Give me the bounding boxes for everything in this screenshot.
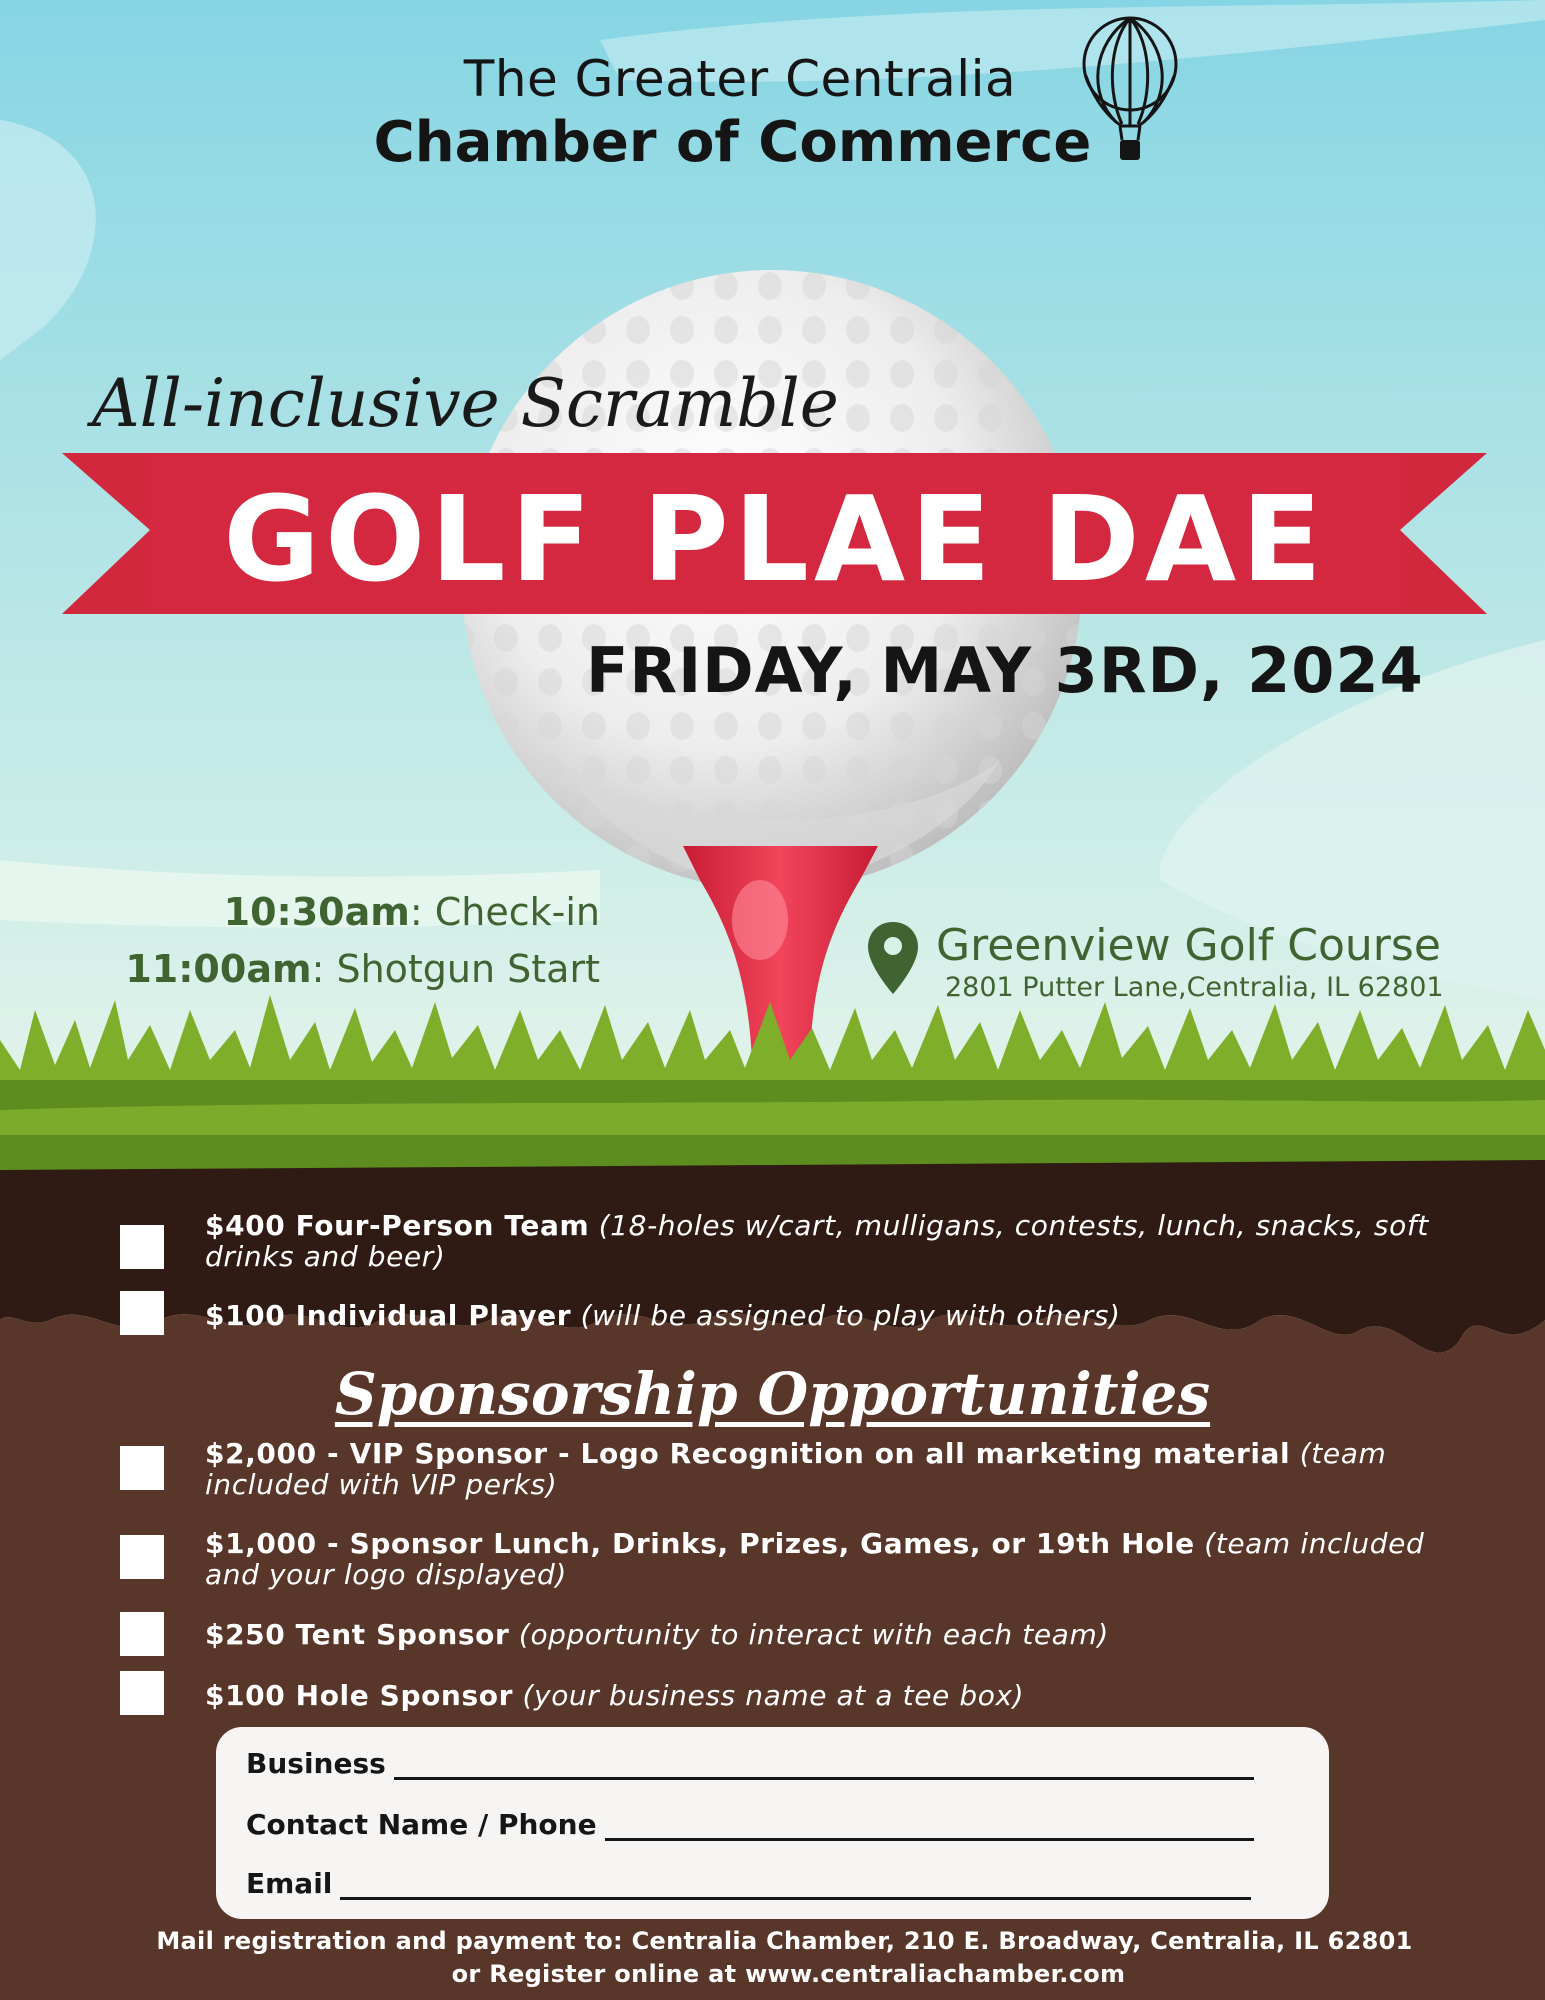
option-title: $400 Four-Person Team [205,1209,590,1242]
email-field[interactable] [246,1867,1251,1900]
event-subtitle: All-inclusive Scramble [92,365,839,442]
checkbox-lunch-sponsor[interactable] [120,1535,164,1579]
option-detail: (team included with VIP perks) [205,1437,1387,1501]
contact-field[interactable] [246,1808,1254,1841]
schedule-label: : Check-in [409,890,600,934]
venue-address: 2801 Putter Lane,Centralia, IL 62801 [945,972,1444,1003]
option-title: $250 Tent Sponsor [205,1618,510,1651]
hot-air-balloon-icon [1078,14,1182,166]
option-detail: (team included and your logo displayed) [205,1527,1425,1591]
sponsorship-heading: Sponsorship Opportunities [334,1360,1211,1428]
business-line[interactable] [394,1753,1254,1780]
checkbox-hole-sponsor[interactable] [120,1671,164,1715]
event-date: FRIDAY, MAY 3RD, 2024 [586,634,1424,707]
checkbox-vip-sponsor[interactable] [120,1446,164,1490]
footer-mail-info: Mail registration and payment to: Centralia Chamber, 210 E. Broadway, Centralia, IL 62801 [156,1927,1413,1955]
option-detail: (will be assigned to play with others) [580,1299,1121,1332]
option-detail: (opportunity to interact with each team) [518,1618,1109,1651]
option-vip-sponsor [205,1438,1485,1500]
option-title: $1,000 - Sponsor Lunch, Drinks, Prizes, Games, or 19th Hole [205,1527,1195,1560]
checkbox-four-person-team[interactable] [120,1225,164,1269]
checkbox-tent-sponsor[interactable] [120,1612,164,1656]
contact-line[interactable] [605,1814,1254,1841]
org-name-line1: The Greater Centralia [463,50,1017,108]
registration-form [216,1727,1329,1919]
venue-name: Greenview Golf Course [936,920,1441,971]
option-four-person-team [205,1210,1485,1272]
email-line[interactable] [340,1873,1251,1900]
business-field[interactable] [246,1747,1254,1780]
option-title: $100 Hole Sponsor [205,1679,513,1712]
footer-online-info: or Register online at www.centraliachamber.com [451,1960,1126,1988]
schedule-time: 10:30am [223,890,410,934]
option-tent-sponsor [205,1619,1485,1650]
option-lunch-sponsor [205,1528,1485,1590]
org-name-line2: Chamber of Commerce [373,110,1092,175]
schedule-time: 11:00am [125,947,312,991]
map-pin-icon [866,920,920,996]
checkbox-individual-player[interactable] [120,1291,164,1335]
schedule-label: : Shotgun Start [311,947,600,991]
schedule-checkin [80,890,600,934]
option-title: $2,000 - VIP Sponsor - Logo Recognition on all marketing material [205,1437,1291,1470]
option-title: $100 Individual Player [205,1299,572,1332]
option-hole-sponsor [205,1680,1485,1711]
option-individual-player [205,1300,1485,1331]
business-label: Business [246,1747,386,1780]
event-title: GOLF PLAE DAE [223,470,1327,608]
schedule-start [80,947,600,991]
option-detail: (18-holes w/cart, mulligans, contests, lunch, snacks, soft drinks and beer) [205,1209,1429,1273]
email-label: Email [246,1867,333,1900]
contact-label: Contact Name / Phone [246,1808,597,1841]
option-detail: (your business name at a tee box) [522,1679,1025,1712]
